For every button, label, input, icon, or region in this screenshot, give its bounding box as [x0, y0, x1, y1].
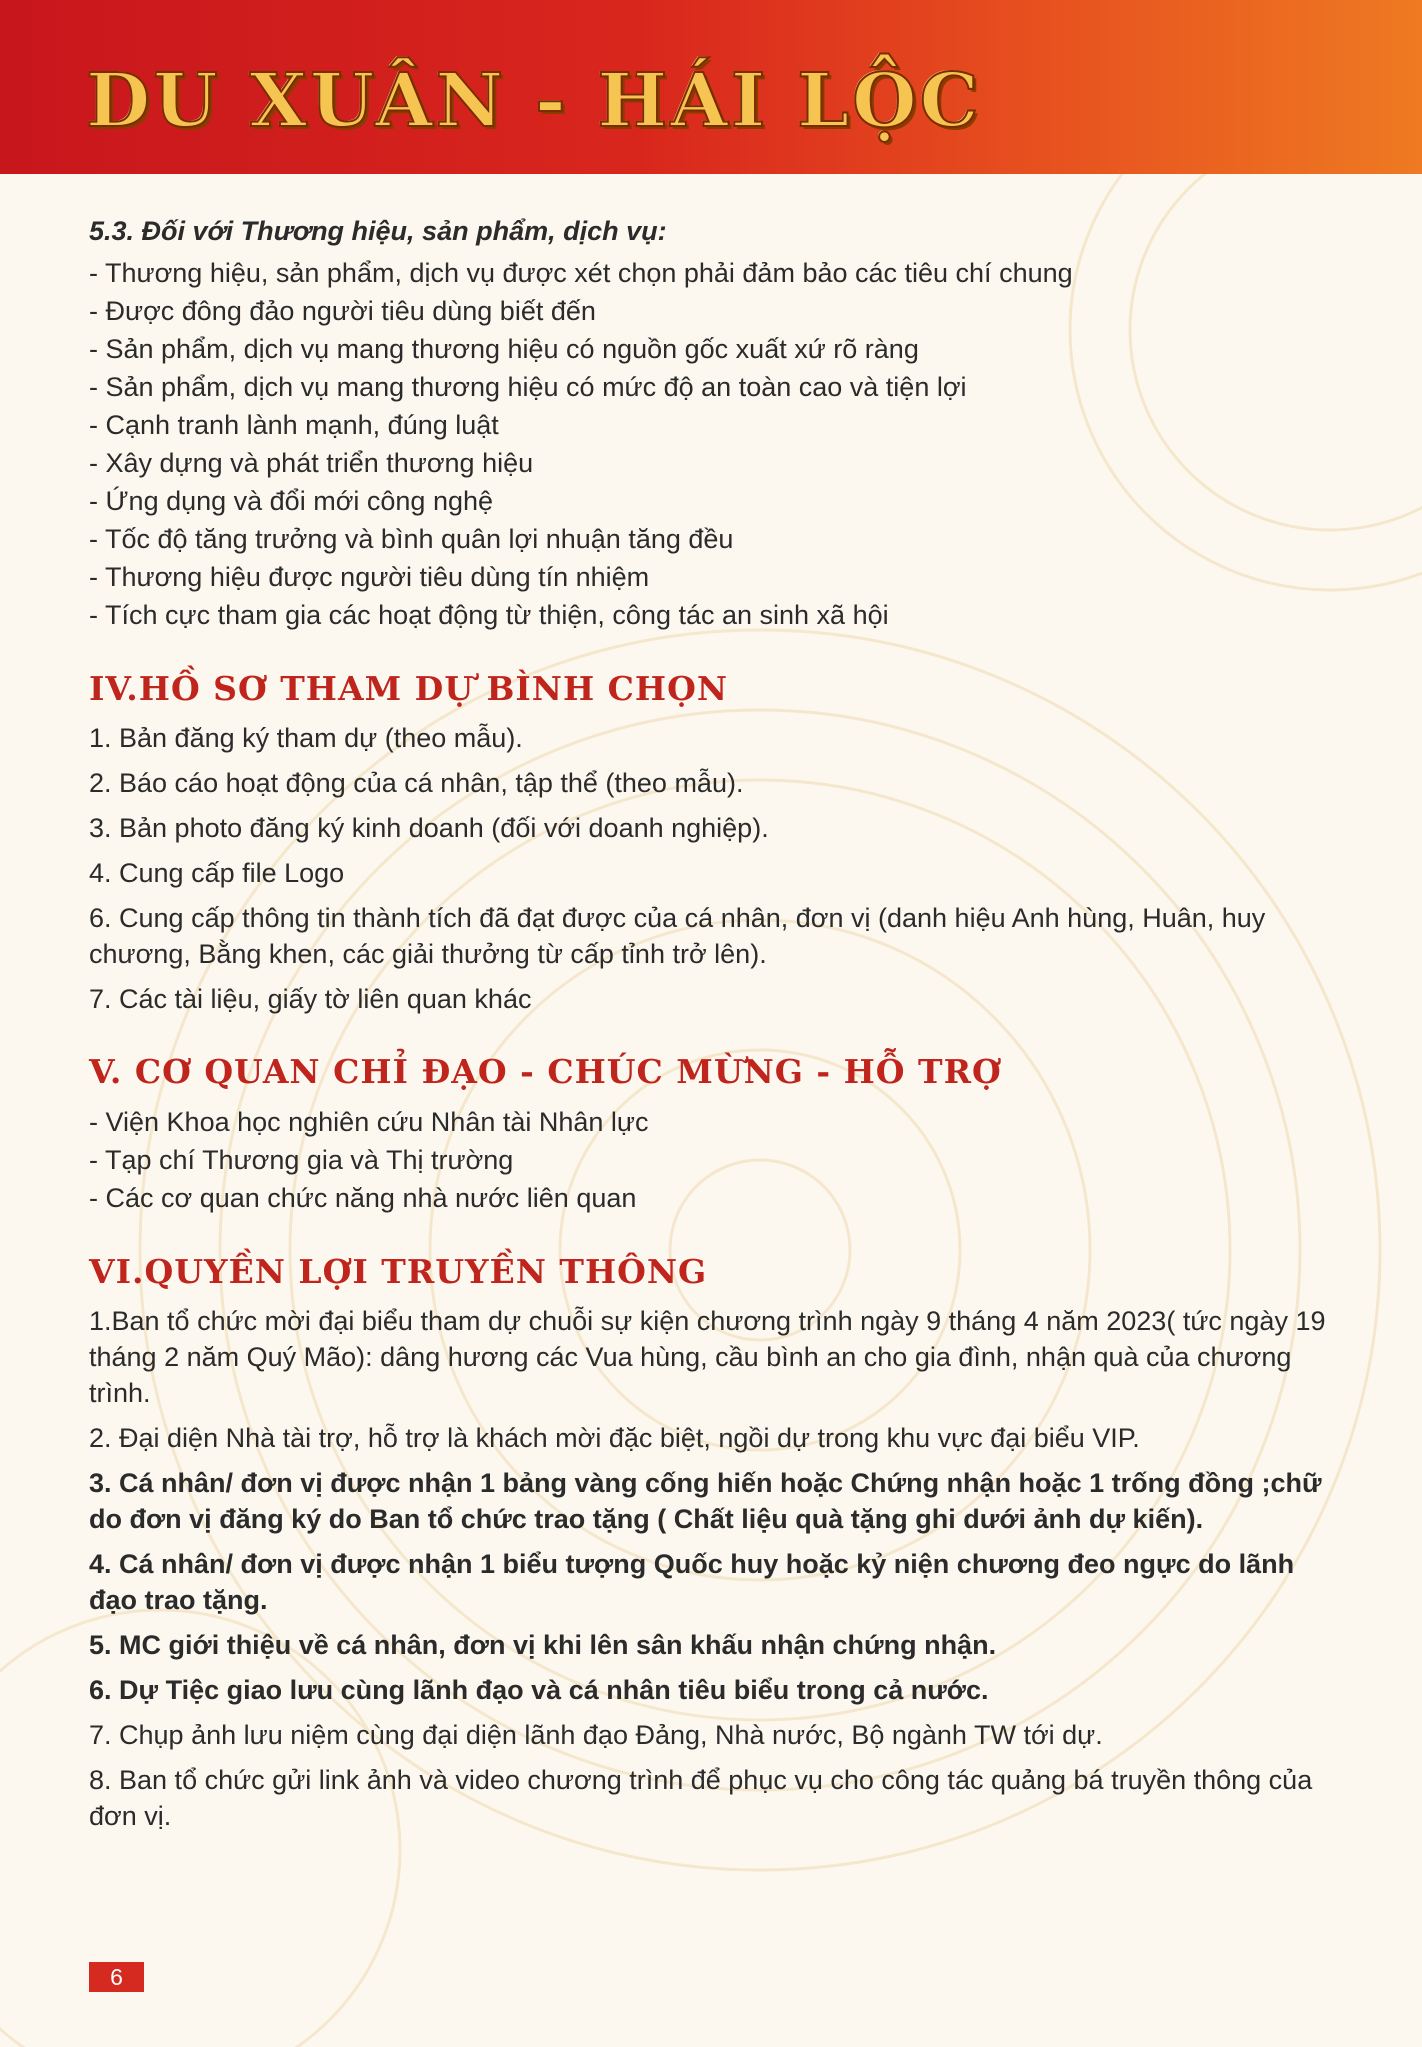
list-item: 4. Cá nhân/ đơn vị được nhận 1 biểu tượng Quốc huy hoặc kỷ niện chương đeo ngực do lãnh đạo trao tặng. [89, 1549, 1295, 1615]
section-5-3-heading: 5.3. Đối với Thương hiệu, sản phẩm, dịch vụ: [89, 216, 667, 246]
section-iv-list [89, 720, 1334, 1017]
list-item: - Các cơ quan chức năng nhà nước liên quan [89, 1183, 637, 1213]
list-item: 6. Cung cấp thông tin thành tích đã đạt được của cá nhân, đơn vị (danh hiệu Anh hùng, Huân, huy chương, Bằng khen, các giải thưởng từ cấp tỉnh trở lên). [89, 903, 1266, 969]
list-item: 2. Báo cáo hoạt động của cá nhân, tập thể (theo mẫu). [89, 768, 744, 798]
list-item: 2. Đại diện Nhà tài trợ, hỗ trợ là khách mời đặc biệt, ngồi dự trong khu vực đại biểu VIP. [89, 1423, 1140, 1453]
section-vi-heading: VI.QUYỀN LỢI TRUYỀN THÔNG [89, 1252, 708, 1291]
list-item: - Thương hiệu được người tiêu dùng tín nhiệm [89, 562, 650, 592]
list-item: 4. Cung cấp file Logo [89, 858, 345, 888]
list-item: 7. Các tài liệu, giấy tờ liên quan khác [89, 984, 532, 1014]
section-iv-heading: IV.HỒ SƠ THAM DỰ BÌNH CHỌN [89, 669, 728, 708]
list-item: - Sản phẩm, dịch vụ mang thương hiệu có mức độ an toàn cao và tiện lợi [89, 372, 967, 402]
section-5-3-list [89, 254, 1334, 634]
list-item: 3. Cá nhân/ đơn vị được nhận 1 bảng vàng cống hiến hoặc Chứng nhận hoặc 1 trống đồng ;chữ do đơn vị đăng ký do Ban tổ chức trao tặng ( Chất liệu quà tặng ghi dưới ảnh dự kiến). [89, 1468, 1322, 1534]
list-item: - Viện Khoa học nghiên cứu Nhân tài Nhân lực [89, 1107, 649, 1137]
section-v-heading: V. CƠ QUAN CHỈ ĐẠO - CHÚC MỪNG - HỖ TRỢ [89, 1052, 1002, 1091]
list-item: 1. Bản đăng ký tham dự (theo mẫu). [89, 723, 523, 753]
list-item: 6. Dự Tiệc giao lưu cùng lãnh đạo và cá nhân tiêu biểu trong cả nước. [89, 1675, 989, 1705]
list-item: - Ứng dụng và đổi mới công nghệ [89, 486, 494, 516]
header-title: DU XUÂN - HÁI LỘC [86, 58, 982, 144]
list-item: - Tích cực tham gia các hoạt động từ thiện, công tác an sinh xã hội [89, 600, 889, 630]
list-item: 1.Ban tổ chức mời đại biểu tham dự chuỗi sự kiện chương trình ngày 9 tháng 4 năm 2023( tức ngày 19 tháng 2 năm Quý Mão): dâng hương các Vua hùng, cầu bình an cho gia đình, nhận quà của chương trình. [89, 1306, 1326, 1408]
section-vi-list [89, 1303, 1334, 1834]
list-item: - Thương hiệu, sản phẩm, dịch vụ được xét chọn phải đảm bảo các tiêu chí chung [89, 258, 1073, 288]
list-item: - Tốc độ tăng trưởng và bình quân lợi nhuận tăng đều [89, 524, 734, 554]
list-item: 5. MC giới thiệu về cá nhân, đơn vị khi lên sân khấu nhận chứng nhận. [89, 1630, 997, 1660]
list-item: 8. Ban tổ chức gửi link ảnh và video chương trình để phục vụ cho công tác quảng bá truyền thông của đơn vị. [89, 1765, 1313, 1831]
list-item: - Xây dựng và phát triển thương hiệu [89, 448, 534, 478]
list-item: - Cạnh tranh lành mạnh, đúng luật [89, 410, 499, 440]
list-item: 3. Bản photo đăng ký kinh doanh (đối với doanh nghiệp). [89, 813, 769, 843]
list-item: - Tạp chí Thương gia và Thị trường [89, 1145, 514, 1175]
header-banner [0, 0, 1422, 174]
list-item: 7. Chụp ảnh lưu niệm cùng đại diện lãnh đạo Đảng, Nhà nước, Bộ ngành TW tới dự. [89, 1720, 1103, 1750]
list-item: - Được đông đảo người tiêu dùng biết đến [89, 296, 596, 326]
document-body [89, 212, 1334, 1843]
page-number: 6 [89, 1962, 144, 1992]
section-v-list [89, 1103, 1334, 1217]
list-item: - Sản phẩm, dịch vụ mang thương hiệu có nguồn gốc xuất xứ rõ ràng [89, 334, 919, 364]
